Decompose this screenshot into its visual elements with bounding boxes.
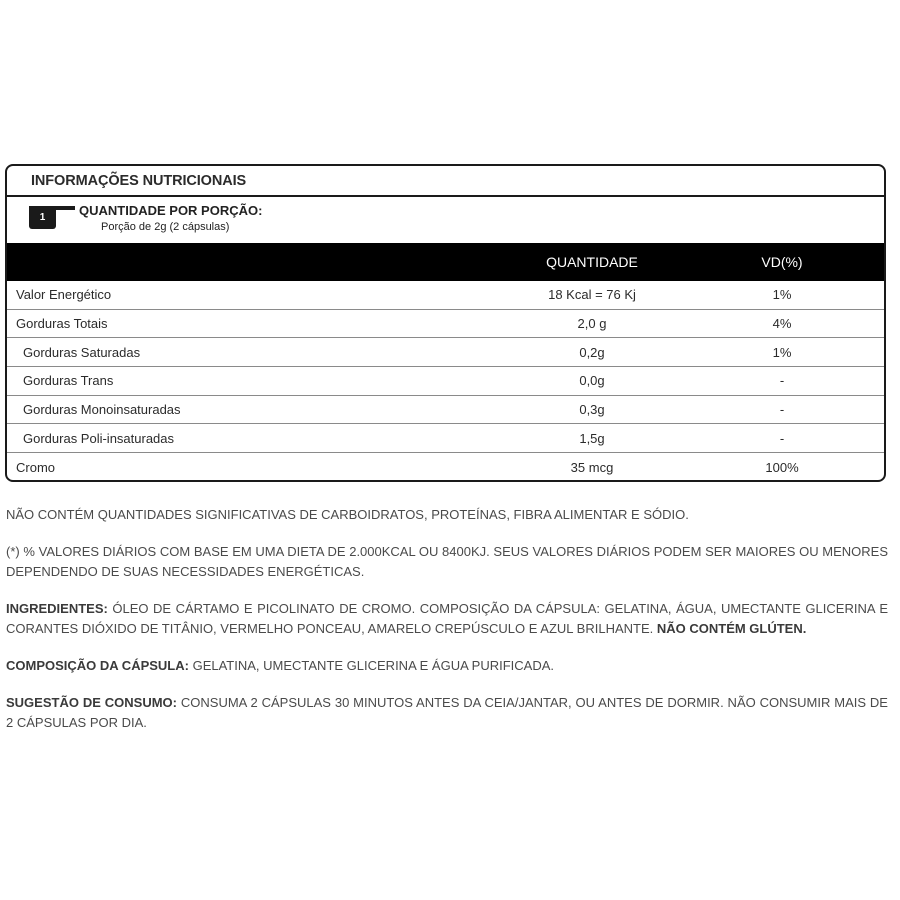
row-nutrient: Gorduras Poli-insaturadas (23, 430, 175, 446)
table-body (7, 281, 884, 482)
row-nutrient: Cromo (16, 459, 56, 475)
ingredients-label: INGREDIENTES: (6, 601, 108, 616)
table-row (7, 396, 884, 425)
header-daily-value: VD(%) (761, 254, 803, 270)
row-daily-value: 100% (765, 459, 799, 475)
nutrition-facts-panel (5, 164, 886, 482)
row-quantity: 0,2g (579, 344, 605, 360)
panel-title: INFORMAÇÕES NUTRICIONAIS (7, 166, 884, 197)
row-quantity: 2,0 g (577, 316, 607, 332)
portion-heading: QUANTIDADE POR PORÇÃO: (79, 203, 263, 218)
row-quantity: 0,3g (579, 402, 605, 418)
label-notes (6, 505, 888, 750)
table-row (7, 338, 884, 367)
portion-number-badge: 1 (29, 206, 56, 229)
row-nutrient: Gorduras Totais (16, 316, 108, 332)
row-daily-value: 1% (772, 344, 792, 360)
table-header (7, 243, 884, 281)
table-row (7, 281, 884, 310)
usage-label: SUGESTÃO DE CONSUMO: (6, 695, 177, 710)
capsule-label: COMPOSIÇÃO DA CÁPSULA: (6, 658, 189, 673)
row-nutrient: Gorduras Saturadas (23, 344, 141, 360)
portion-section (7, 197, 884, 243)
row-daily-value: - (779, 402, 785, 418)
row-nutrient: Valor Energético (16, 287, 112, 303)
no-significant-note: NÃO CONTÉM QUANTIDADES SIGNIFICATIVAS DE CARBOIDRATOS, PROTEÍNAS, FIBRA ALIMENTAR E SÓDIO. (6, 507, 689, 522)
row-quantity: 18 Kcal = 76 Kj (548, 287, 636, 303)
row-quantity: 0,0g (579, 373, 605, 389)
row-nutrient: Gorduras Trans (23, 373, 114, 389)
table-row (7, 424, 884, 453)
usage-suggestion-note (6, 693, 888, 733)
row-daily-value: - (779, 373, 785, 389)
ingredients-text: ÓLEO DE CÁRTAMO E PICOLINATO DE CROMO. COMPOSIÇÃO DA CÁPSULA: GELATINA, ÁGUA, UMECTANTE GLICERINA E CORANTES DIÓXIDO DE TITÂNIO, VERMELHO PONCEAU, AMARELO CREPÚSCULO E AZUL BRILHANTE. (6, 601, 888, 636)
row-daily-value: 4% (772, 316, 792, 332)
row-nutrient: Gorduras Monoinsaturadas (23, 402, 181, 418)
table-row (7, 310, 884, 339)
capsule-composition-note (6, 656, 888, 676)
table-row (7, 367, 884, 396)
header-quantity: QUANTIDADE (546, 254, 638, 270)
row-quantity: 35 mcg (570, 459, 614, 475)
ingredients-note (6, 599, 888, 639)
row-daily-value: 1% (772, 287, 792, 303)
usage-text: CONSUMA 2 CÁPSULAS 30 MINUTOS ANTES DA CEIA/JANTAR, OU ANTES DE DORMIR. NÃO CONSUMIR MAIS DE 2 CÁPSULAS POR DIA. (6, 695, 888, 730)
row-quantity: 1,5g (579, 430, 605, 446)
table-row (7, 453, 884, 482)
capsule-text: GELATINA, UMECTANTE GLICERINA E ÁGUA PURIFICADA. (188, 658, 554, 673)
row-daily-value: - (779, 430, 785, 446)
gluten-warning: NÃO CONTÉM GLÚTEN. (656, 621, 807, 636)
daily-values-note: (*) % VALORES DIÁRIOS COM BASE EM UMA DIETA DE 2.000KCAL OU 8400KJ. SEUS VALORES DIÁRIOS PODEM SER MAIORES OU MENORES DEPENDENDO DE SUAS NECESSIDADES ENERGÉTICAS. (6, 544, 888, 579)
portion-size: Porção de 2g (2 cápsulas) (101, 221, 230, 233)
